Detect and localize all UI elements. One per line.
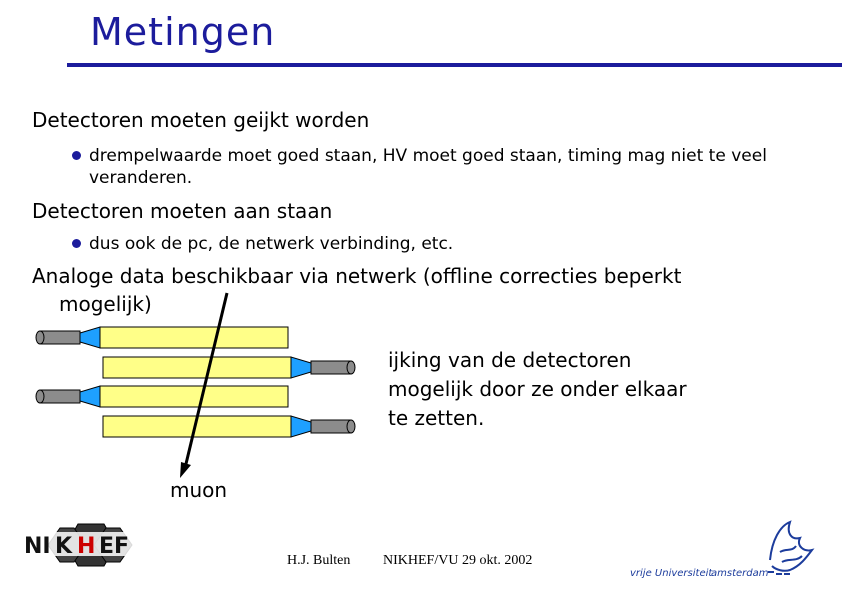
- sub-bullet-threshold-line1: drempelwaarde moet goed staan, HV moet goed staan, timing mag niet te veel: [89, 146, 767, 166]
- bullet-calibration: Detectoren moeten geijkt worden: [32, 108, 370, 132]
- vu-wordmark: [630, 568, 769, 579]
- pmt-left-1: [40, 331, 80, 344]
- bullet-analog-data-line2: mogelijk): [59, 292, 152, 316]
- lightguide-right-2: [291, 357, 311, 378]
- sub-bullet-pc-network: dus ook de pc, de netwerk verbinding, etc.: [89, 234, 454, 254]
- note-line-1: ijking van de detectoren: [388, 348, 632, 372]
- footer-author: H.J. Bulten: [287, 553, 351, 568]
- svg-text:H: H: [77, 534, 96, 559]
- scintillator-4: [103, 416, 355, 437]
- footer-event: NIKHEF/VU 29 okt. 2002: [383, 553, 533, 568]
- pmt-right-2: [311, 361, 351, 374]
- scintillator-1: [36, 327, 288, 348]
- sub-bullet-threshold-line2: veranderen.: [89, 168, 193, 188]
- svg-text:NI: NI: [24, 534, 51, 559]
- muon-label: muon: [170, 478, 228, 502]
- lightguide-left-1: [80, 327, 100, 348]
- svg-text:vrije Universiteit: vrije Universiteit: [630, 568, 713, 579]
- svg-text:amsterdam: amsterdam: [711, 568, 769, 579]
- pmt-left-3: [40, 390, 80, 403]
- lightguide-left-3: [80, 386, 100, 407]
- bullet-detectors-on: Detectoren moeten aan staan: [32, 199, 333, 223]
- svg-text:EF: EF: [99, 534, 130, 559]
- lightguide-right-4: [291, 416, 311, 437]
- note-line-3: te zetten.: [388, 406, 485, 430]
- scintillator-3: [36, 386, 288, 407]
- pmt-right-4: [311, 420, 351, 433]
- svg-text:K: K: [55, 534, 73, 559]
- nikhef-logo: [22, 524, 136, 566]
- vu-griffin-logo-icon: [768, 522, 812, 574]
- slide-title: Metingen: [90, 10, 276, 54]
- note-line-2: mogelijk door ze onder elkaar: [388, 377, 687, 401]
- calibration-note: [388, 346, 738, 433]
- bullet-analog-data-line1: Analoge data beschikbaar via netwerk (offline correcties beperkt: [32, 264, 682, 288]
- scintillator-2: [103, 357, 355, 378]
